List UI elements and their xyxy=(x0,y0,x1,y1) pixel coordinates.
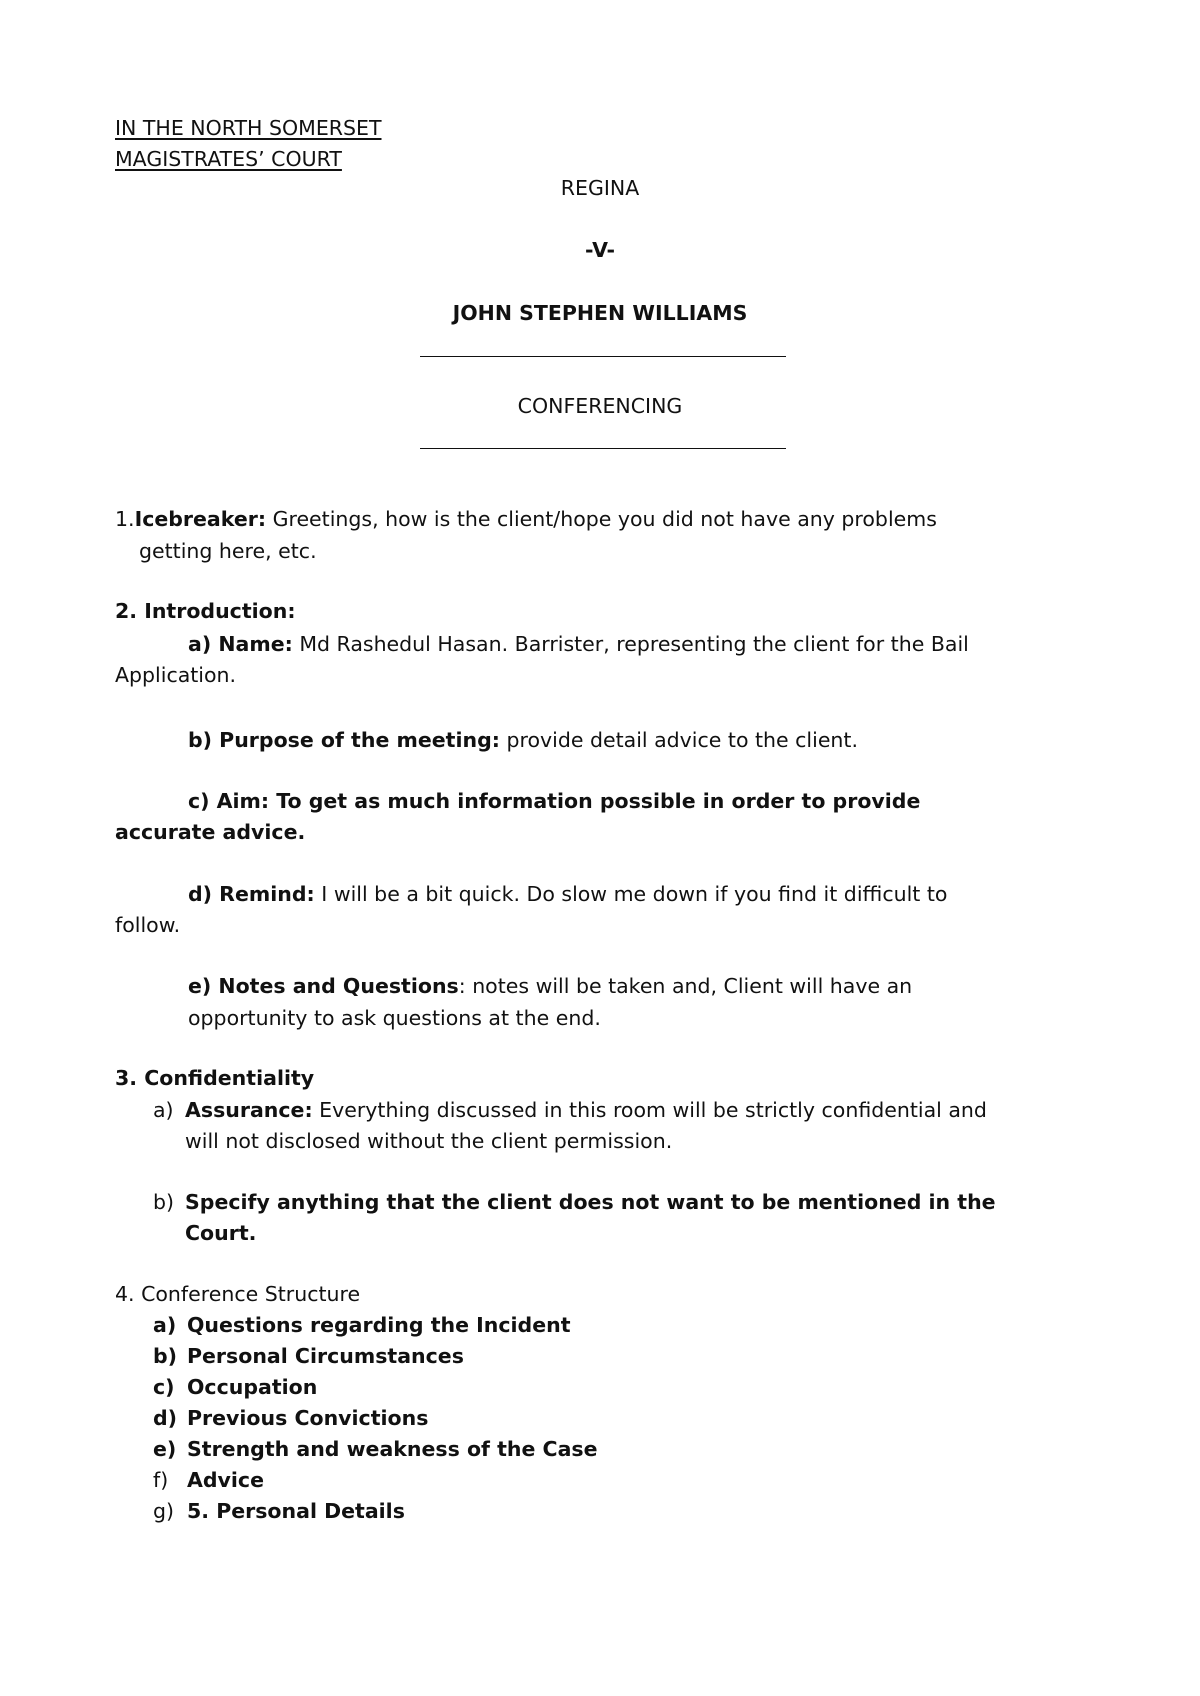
list-item xyxy=(153,1468,264,1492)
section-number: 1. xyxy=(115,507,135,531)
list-item xyxy=(153,1499,405,1523)
list-item xyxy=(153,1437,598,1461)
intro-notes xyxy=(188,974,912,998)
intro-purpose-label: b) Purpose of the meeting: xyxy=(188,728,500,752)
list-item xyxy=(153,1344,464,1368)
intro-name-label: a) Name: xyxy=(188,632,293,656)
intro-name xyxy=(188,632,969,656)
item-letter: f) xyxy=(153,1468,169,1492)
intro-notes-continued: opportunity to ask questions at the end. xyxy=(188,1006,601,1030)
court-line-1: IN THE NORTH SOMERSET xyxy=(115,116,382,140)
item-letter: c) xyxy=(153,1375,175,1399)
list-item xyxy=(153,1313,571,1337)
section-icebreaker xyxy=(115,507,937,531)
intro-notes-text: : notes will be taken and, Client will have an xyxy=(458,974,913,998)
list-item xyxy=(153,1406,428,1430)
bottom-rule xyxy=(420,448,786,449)
item-letter: d) xyxy=(153,1406,178,1430)
court-line-2: MAGISTRATES’ COURT xyxy=(115,147,342,171)
icebreaker-text-continued: getting here, etc. xyxy=(139,539,317,563)
top-rule xyxy=(420,356,786,357)
item-letter: b) xyxy=(153,1190,175,1214)
intro-aim: c) Aim: To get as much information possible in order to provide xyxy=(188,789,921,813)
icebreaker-text: Greetings, how is the client/hope you did not have any problems xyxy=(266,507,937,531)
section-confidentiality-title: 3. Confidentiality xyxy=(115,1066,315,1090)
item-text: 5. Personal Details xyxy=(187,1499,405,1523)
intro-notes-label: e) Notes and Questions xyxy=(188,974,459,998)
intro-aim-continued: accurate advice. xyxy=(115,820,306,844)
item-text: Questions regarding the Incident xyxy=(187,1313,571,1337)
crown-party: REGINA xyxy=(560,176,640,200)
intro-remind-text: I will be a bit quick. Do slow me down if you find it difficult to xyxy=(314,882,948,906)
confidentiality-item-b xyxy=(153,1190,996,1214)
item-text: Previous Convictions xyxy=(187,1406,429,1430)
item-letter: e) xyxy=(153,1437,177,1461)
item-letter: b) xyxy=(153,1344,178,1368)
item-text: Occupation xyxy=(187,1375,318,1399)
document-heading: CONFERENCING xyxy=(517,394,683,418)
item-text: Personal Circumstances xyxy=(187,1344,464,1368)
intro-remind-label: d) Remind: xyxy=(188,882,315,906)
list-item xyxy=(153,1375,317,1399)
intro-purpose xyxy=(188,728,858,752)
court-header xyxy=(115,113,382,175)
section-structure-title: 4. Conference Structure xyxy=(115,1282,361,1306)
intro-name-text: Md Rashedul Hasan. Barrister, representing the client for the Bail xyxy=(292,632,969,656)
item-letter: a) xyxy=(153,1098,174,1122)
assurance-text: Everything discussed in this room will be strictly confidential and xyxy=(312,1098,987,1122)
assurance-text-continued: will not disclosed without the client permission. xyxy=(185,1129,673,1153)
confidentiality-item-a xyxy=(153,1098,987,1122)
intro-name-continued: Application. xyxy=(115,663,237,687)
item-letter: g) xyxy=(153,1499,175,1523)
section-introduction-title: 2. Introduction: xyxy=(115,599,296,623)
specify-text-continued: Court. xyxy=(185,1221,257,1245)
intro-remind xyxy=(188,882,947,906)
icebreaker-label: Icebreaker: xyxy=(134,507,267,531)
versus: -V- xyxy=(585,238,615,262)
intro-purpose-text: provide detail advice to the client. xyxy=(499,728,858,752)
item-text: Strength and weakness of the Case xyxy=(187,1437,598,1461)
item-text: Advice xyxy=(187,1468,264,1492)
defendant-name: JOHN STEPHEN WILLIAMS xyxy=(452,301,748,325)
item-letter: a) xyxy=(153,1313,177,1337)
assurance-label: Assurance: xyxy=(185,1098,313,1122)
specify-text: Specify anything that the client does not want to be mentioned in the xyxy=(185,1190,996,1214)
intro-remind-continued: follow. xyxy=(115,913,181,937)
